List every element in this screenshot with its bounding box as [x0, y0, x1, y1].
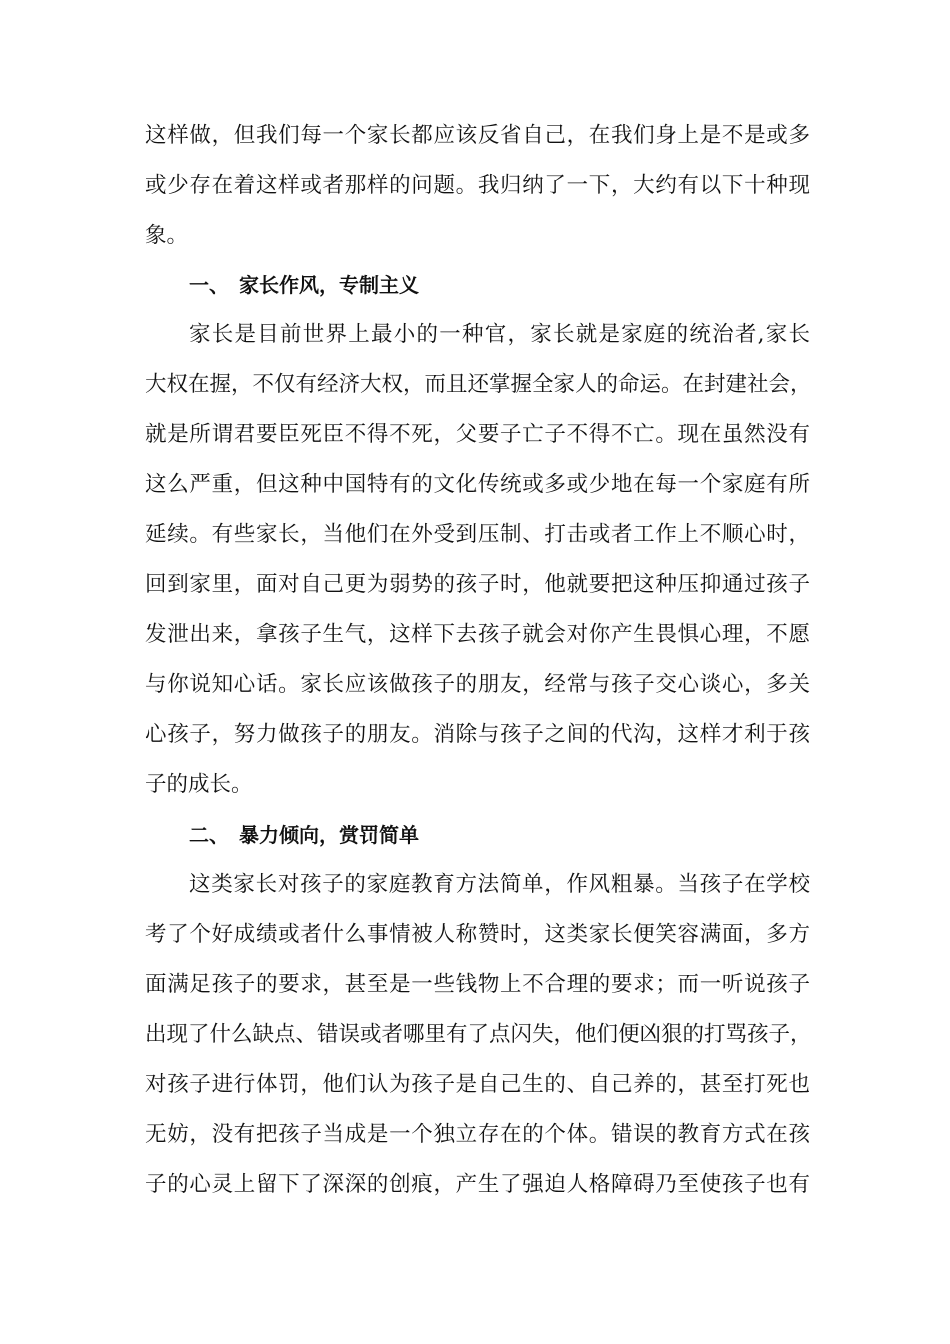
intro-line: 或少存在着这样或者那样的问题。我归纳了一下，大约有以下十种现	[145, 173, 810, 198]
body-line: 面满足孩子的要求，甚至是一些钱物上不合理的要求；而一听说孩子	[145, 972, 810, 997]
body-line: 心孩子，努力做孩子的朋友。消除与孩子之间的代沟，这样才利于孩	[145, 722, 810, 747]
body-line: 对孩子进行体罚，他们认为孩子是自己生的、自己养的，甚至打死也	[145, 1072, 810, 1097]
body-line: 出现了什么缺点、错误或者哪里有了点闪失，他们便凶狠的打骂孩子，	[145, 1022, 812, 1047]
body-line: 家长是目前世界上最小的一种官，家长就是家庭的统治者,家长	[189, 322, 810, 347]
body-line: 与你说知心话。家长应该做孩子的朋友，经常与孩子交心谈心，多关	[145, 672, 810, 697]
section-heading	[189, 265, 419, 305]
intro-line: 这样做，但我们每一个家长都应该反省自己，在我们身上是不是或多	[145, 123, 810, 148]
section-number: 一、	[189, 273, 229, 297]
body-line: 无妨，没有把孩子当成是一个独立存在的个体。错误的教育方式在孩	[145, 1122, 810, 1147]
body-line: 回到家里，面对自己更为弱势的孩子时，他就要把这种压抑通过孩子	[145, 572, 810, 597]
body-line: 子的成长。	[145, 772, 253, 797]
body-line: 发泄出来，拿孩子生气，这样下去孩子就会对你产生畏惧心理，不愿	[145, 622, 810, 647]
section-heading	[189, 815, 419, 855]
body-line: 就是所谓君要臣死臣不得不死，父要子亡子不得不亡。现在虽然没有	[145, 422, 810, 447]
body-line: 子的心灵上留下了深深的创痕，产生了强迫人格障碍乃至使孩子也有	[145, 1172, 810, 1197]
body-line: 这么严重，但这种中国特有的文化传统或多或少地在每一个家庭有所	[145, 472, 810, 497]
section-title: 暴力倾向，赏罚简单	[239, 823, 419, 847]
section-title: 家长作风，专制主义	[239, 273, 419, 297]
body-line: 延续。有些家长，当他们在外受到压制、打击或者工作上不顺心时，	[145, 522, 810, 547]
body-line: 大权在握，不仅有经济大权，而且还掌握全家人的命运。在封建社会，	[145, 372, 812, 397]
body-line: 考了个好成绩或者什么事情被人称赞时，这类家长便笑容满面，多方	[145, 922, 810, 947]
intro-line: 象。	[145, 223, 189, 248]
section-number: 二、	[189, 823, 229, 847]
body-line: 这类家长对孩子的家庭教育方法简单，作风粗暴。当孩子在学校	[189, 872, 810, 897]
